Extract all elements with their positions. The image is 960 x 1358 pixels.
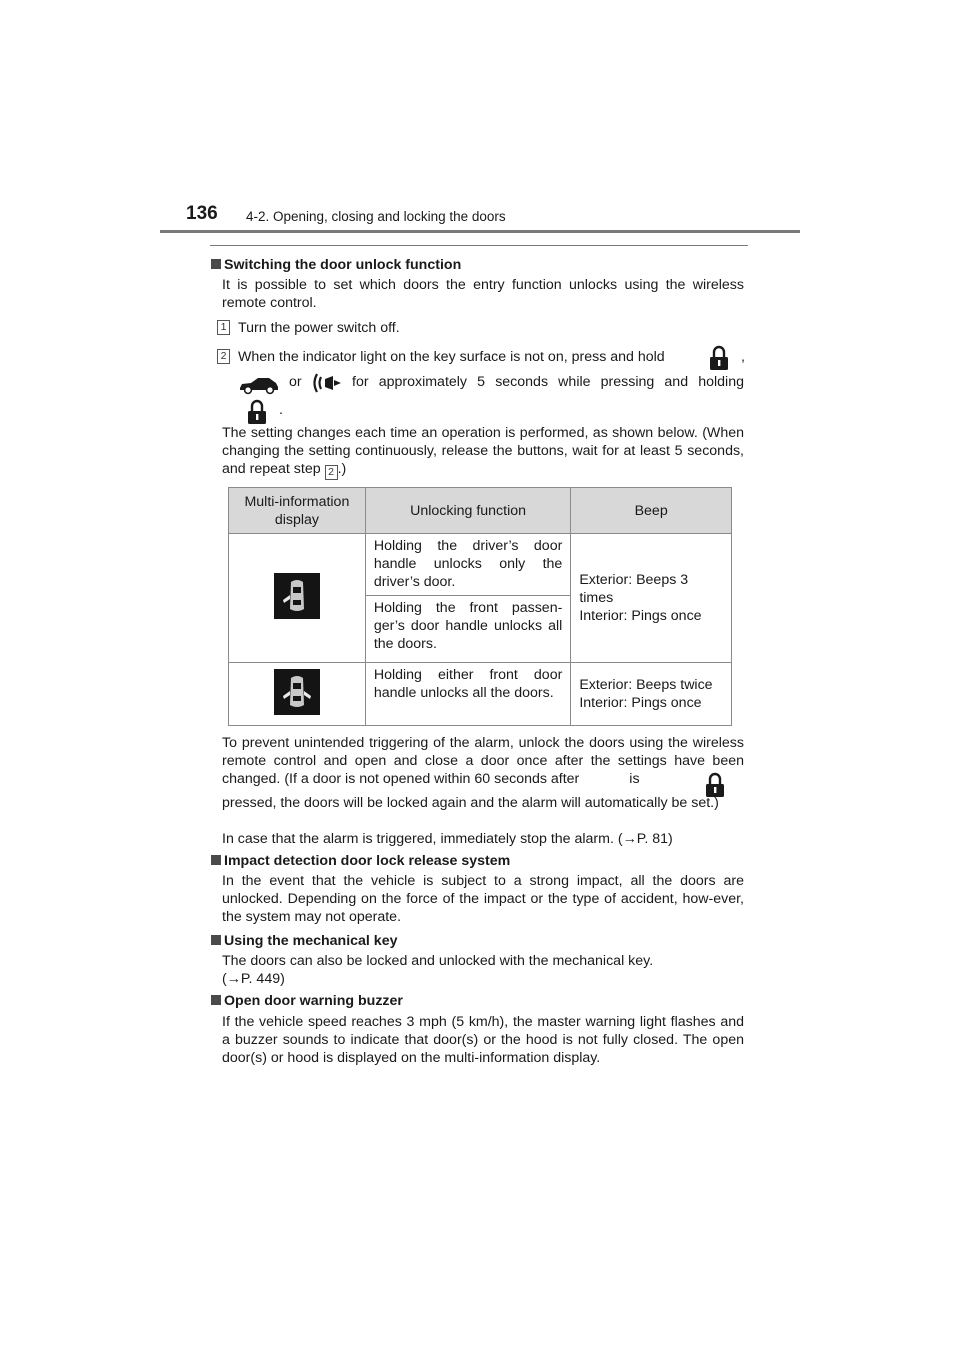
step-1-box: 1 bbox=[217, 320, 230, 335]
impact-paragraph: In the event that the vehicle is subject to a strong impact, all the doors are unlocked. Depending on the force of the impact or the type of accident, how-ever, the system may not operate. bbox=[222, 873, 744, 925]
step-2-line2: for approximately 5 seconds while pressing and holding bbox=[352, 374, 744, 390]
panic-signal-icon bbox=[311, 370, 343, 396]
heading-switching bbox=[211, 256, 461, 274]
heading-mechanical bbox=[211, 932, 397, 950]
header-rule bbox=[160, 230, 800, 233]
row2-beep: Exterior: Beeps twice Interior: Pings once bbox=[571, 663, 732, 726]
heading-buzzer bbox=[211, 992, 403, 1010]
step-2-ref-box: 2 bbox=[325, 465, 338, 480]
step-1-text: Turn the power switch off. bbox=[238, 320, 400, 336]
section-title: 4-2. Opening, closing and locking the doors bbox=[246, 209, 506, 224]
changes-end: .) bbox=[337, 461, 347, 477]
col-header-unlocking: Unlocking function bbox=[365, 488, 570, 534]
bullet-square-icon bbox=[211, 259, 221, 269]
col-header-beep: Beep bbox=[571, 488, 732, 534]
step-2-end: . bbox=[279, 402, 283, 418]
row2-desc: Holding either front door handle unlocks all the doors. bbox=[365, 663, 570, 726]
display-cell bbox=[229, 534, 366, 663]
mechanical-paragraph-2: (→P. 449) bbox=[222, 971, 285, 987]
alarm-paragraph-2: pressed, the doors will be locked again and the alarm will automatically be set.) bbox=[222, 795, 719, 811]
step-2-line1: When the indicator light on the key surface is not on, press and hold bbox=[238, 349, 665, 365]
table-row bbox=[229, 534, 732, 596]
table-header-row bbox=[229, 488, 732, 534]
heading-text: Switching the door unlock function bbox=[224, 257, 462, 273]
heading-impact bbox=[211, 852, 510, 870]
row1-desc-b: Holding the front passen-ger’s door handle unlocks all the doors. bbox=[365, 596, 570, 663]
sub-rule bbox=[210, 245, 748, 246]
intro-paragraph: It is possible to set which doors the entry function unlocks using the wireless remote control. bbox=[222, 277, 744, 311]
heading-text: Open door warning buzzer bbox=[224, 993, 403, 1009]
col-header-display: Multi-information display bbox=[229, 488, 366, 534]
step-2-comma: , bbox=[741, 349, 745, 365]
table-row bbox=[229, 663, 732, 726]
unlock-settings-table bbox=[228, 487, 732, 726]
alarm-paragraph-3: In case that the alarm is triggered, immediately stop the alarm. (→P. 81) bbox=[222, 831, 673, 847]
mechanical-paragraph-1: The doors can also be locked and unlocked with the mechanical key. bbox=[222, 953, 654, 969]
bullet-square-icon bbox=[211, 855, 221, 865]
row1-desc-a: Holding the driver’s door handle unlocks only the driver’s door. bbox=[365, 534, 570, 596]
heading-text: Using the mechanical key bbox=[224, 933, 398, 949]
heading-text: Impact detection door lock release system bbox=[224, 853, 511, 869]
alarm-text-is: is bbox=[629, 771, 640, 787]
page-number: 136 bbox=[186, 203, 218, 224]
step-2-box: 2 bbox=[217, 349, 230, 364]
alarm-paragraph-1 bbox=[222, 734, 744, 788]
bullet-square-icon bbox=[211, 935, 221, 945]
car-trunk-icon bbox=[238, 373, 280, 395]
car-door-display-icon bbox=[274, 573, 320, 619]
step-2-or: or bbox=[289, 374, 302, 390]
lock-icon bbox=[244, 397, 270, 427]
car-door-display-icon bbox=[274, 669, 320, 715]
display-cell bbox=[229, 663, 366, 726]
alarm-text-1: To prevent unintended triggering of the alarm, unlock the doors using the wireless remote control and open and close a door once after the settings have been changed. (If a door is not opened within 60 seconds after bbox=[222, 735, 744, 787]
changes-text: The setting changes each time an operation is performed, as shown below. (When changing the setting continuously, release the buttons, wait for at least 5 seconds, and repeat step bbox=[222, 425, 744, 477]
bullet-square-icon bbox=[211, 995, 221, 1005]
buzzer-paragraph: If the vehicle speed reaches 3 mph (5 km/h), the master warning light flashes and a buzzer sounds to indicate that door(s) or the hood is not fully closed. The open door(s) or hood is displayed on the multi-information display. bbox=[222, 1014, 744, 1066]
row1-beep: Exterior: Beeps 3 times Interior: Pings once bbox=[571, 534, 732, 663]
lock-icon bbox=[706, 343, 732, 373]
changes-paragraph bbox=[222, 424, 744, 480]
